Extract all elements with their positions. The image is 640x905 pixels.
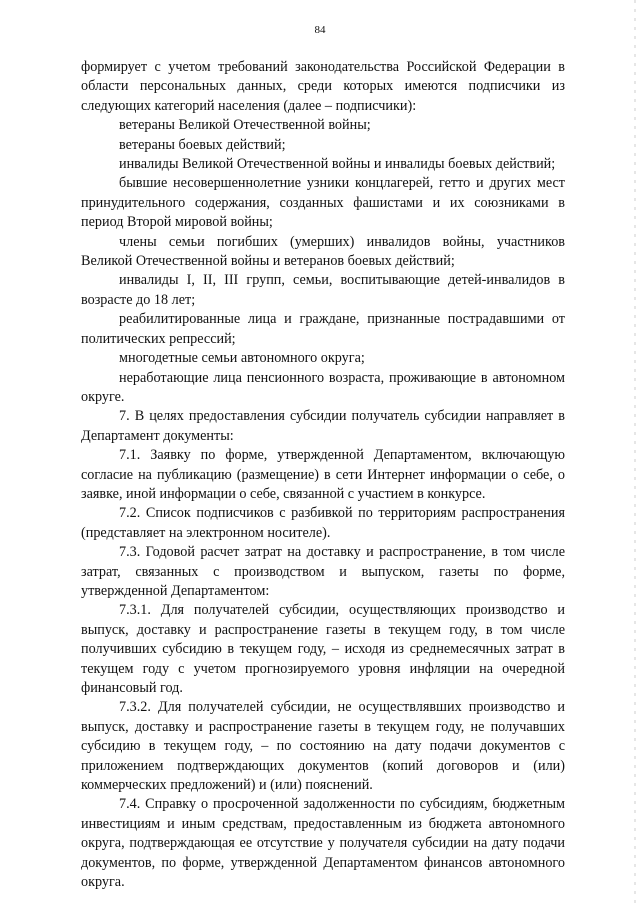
paragraph: инвалиды Великой Отечественной войны и инвалиды боевых действий; — [119, 156, 556, 173]
paragraph: 7.3.1. Для получателей субсидии, осуществляющих производство и выпуск, доставку и распространение газеты в текущем году, в том числе получивших субсидию в текущем году, – исходя из среднемесячных затрат в текущем году с учетом прогнозируемого уровня инфляции на очередной финансовый год. — [81, 602, 565, 696]
paragraph: ветераны боевых действий; — [119, 136, 286, 153]
paragraph: 7.2. Список подписчиков с разбивкой по территориям распространения (представляет на электронном носителе). — [81, 505, 565, 541]
paragraph: формирует с учетом требований законодательства Российской Федерации в области персональных данных, среди которых имеются подписчики из следующих категорий населения (далее – подписчики): — [81, 59, 565, 114]
paragraph: 7.3.2. Для получателей субсидии, не осуществлявших производство и выпуск, доставку и распространение газеты в текущем году, не получавших субсидию в текущем году, – по состоянию на дату подачи документов с приложением подтверждающих документов (копий договоров и (или) коммерческих предложений) и (или) пояснений. — [81, 699, 565, 794]
paragraph: инвалиды I, II, III групп, семьи, воспитывающие детей-инвалидов в возрасте до 18 лет; — [81, 272, 565, 308]
paragraph: 7.1. Заявку по форме, утвержденной Департаментом, включающую согласие на публикацию (размещение) в сети Интернет информации о себе, о заявке, иной информации о себе, связанной с участием в конкурсе. — [81, 447, 565, 502]
paragraph: 7.4. Справку о просроченной задолженности по субсидиям, бюджетным инвестициям и иным средствам, предоставленным из бюджета автономного округа, подтверждающая ее отсутствие у получателя субсидии на дату подачи документов, по форме, утвержденной Департаментом финансов автономного округа. — [81, 796, 565, 891]
paragraph: многодетные семьи автономного округа; — [119, 350, 365, 367]
paragraph: члены семьи погибших (умерших) инвалидов войны, участников Великой Отечественной войны и ветеранов боевых действий; — [81, 233, 565, 270]
paragraph: реабилитированные лица и граждане, признанные пострадавшими от политических репрессий; — [81, 311, 565, 347]
paragraph: бывшие несовершеннолетние узники концлагерей, гетто и других мест принудительного содержания, созданных фашистами и их союзниками в период Второй мировой войны; — [81, 175, 565, 231]
paragraph: ветераны Великой Отечественной войны; — [119, 117, 371, 134]
document-body — [81, 58, 565, 892]
paragraph: 7.3. Годовой расчет затрат на доставку и распространение, в том числе затрат, связанных с производством и выпуском, газеты по форме, утвержденной Департаментом: — [81, 544, 565, 599]
page-number: 84 — [314, 24, 326, 36]
paragraph: неработающие лица пенсионного возраста, проживающие в автономном округе. — [81, 369, 565, 405]
paragraph: 7. В целях предоставления субсидии получатель субсидии направляет в Департамент документы: — [81, 408, 565, 444]
scan-edge-shadow — [634, 0, 636, 905]
